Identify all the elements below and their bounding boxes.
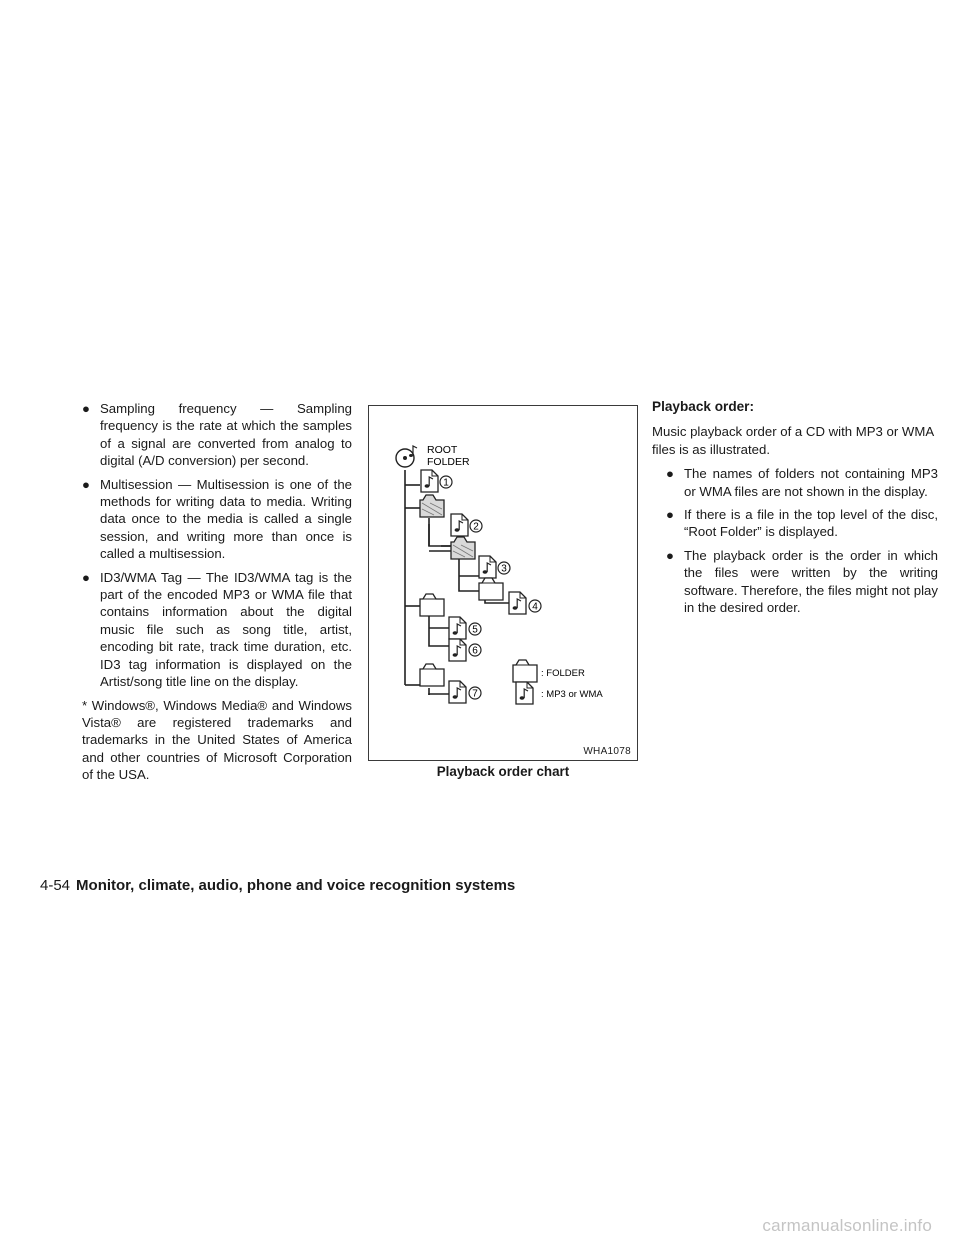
music-file-icon [449,639,466,661]
root-label-line2: FOLDER [427,456,470,468]
root-label-line1: ROOT [427,444,458,456]
music-file-icon [449,681,466,703]
bullet-text: ID3/WMA Tag — The ID3/WMA tag is the part of the encoded MP3 or WMA file that contains information about the digital music file such as song title, artist, encoding bit rate, track time duration, etc. ID3 tag information is displayed on the Artist/song title line on the display. [100,569,352,690]
intro-paragraph: Music playback order of a CD with MP3 or WMA files is as illustrated. [652,424,934,457]
playback-order-figure [368,405,638,761]
section-heading: Playback order: [652,399,754,414]
legend-file-label: : MP3 or WMA [541,689,603,700]
music-file-icon [421,470,438,492]
bullet-dot: ● [666,507,674,523]
bullet-dot: ● [666,466,674,482]
folder-icon [420,495,444,517]
playback-number: 4 [532,601,538,613]
playback-number: 6 [472,645,478,657]
bullet-playback-order [666,547,938,617]
legend-folder-icon [513,660,537,682]
bullet-text: Multisession — Multisession is one of the methods for writing data to media. Writing data once to the media is called a single session, and writing more than once is called a multisession. [100,476,352,562]
playback-number: 2 [473,521,479,533]
folder-icon [479,578,503,600]
music-file-icon [479,556,496,578]
legend-file-icon [516,682,533,704]
folder-tree-diagram [369,406,637,760]
bullet-text: If there is a file in the top level of the disc, “Root Folder” is displayed. [684,507,938,540]
bullet-dot: ● [666,547,674,563]
bullet-dot: ● [82,569,90,585]
page-number: 4-54 [40,877,71,894]
figure-code: WHA1078 [583,746,631,757]
bullet-sampling-frequency [82,400,352,470]
bullet-text: The playback order is the order in which the files were written by the writing software. Therefore, the files might not play in the desired order. [684,547,938,616]
playback-number: 1 [443,477,449,489]
bullet-folder-names [666,465,938,500]
folder-icon [451,537,475,559]
playback-number: 5 [472,624,478,636]
playback-number: 7 [472,688,478,700]
figure-caption: Playback order chart [436,764,570,779]
watermark: carmanualsonline.info [762,1216,932,1235]
bullet-multisession [82,476,352,563]
bullet-id3-wma-tag [82,569,352,691]
section-title: Monitor, climate, audio, phone and voice recognition systems [76,877,516,894]
legend-folder-label: : FOLDER [541,668,585,679]
bullet-text: Sampling frequency — Sampling frequency is the rate at which the samples of a signal are converted from analog to digital (A/D conversion) per second. [100,401,352,469]
right-column [652,400,938,622]
page-footer [40,877,515,894]
bullet-root-folder [666,506,938,541]
folder-icon [420,594,444,616]
folder-icon [420,664,444,686]
music-file-icon [509,592,526,614]
music-file-icon [449,617,466,639]
trademark-note: * Windows®, Windows Media® and Windows Vista® are registered trademarks and trademarks in the United States of America and other countries of Microsoft Corporation of the USA. [82,697,352,783]
music-file-icon [451,514,468,536]
root-folder-cd-icon [396,446,417,467]
bullet-text: The names of folders not containing MP3 or WMA files are not shown in the display. [684,466,938,499]
bullet-dot: ● [82,476,90,492]
playback-number: 3 [501,563,507,575]
left-column [82,400,352,784]
bullet-dot: ● [82,401,90,416]
